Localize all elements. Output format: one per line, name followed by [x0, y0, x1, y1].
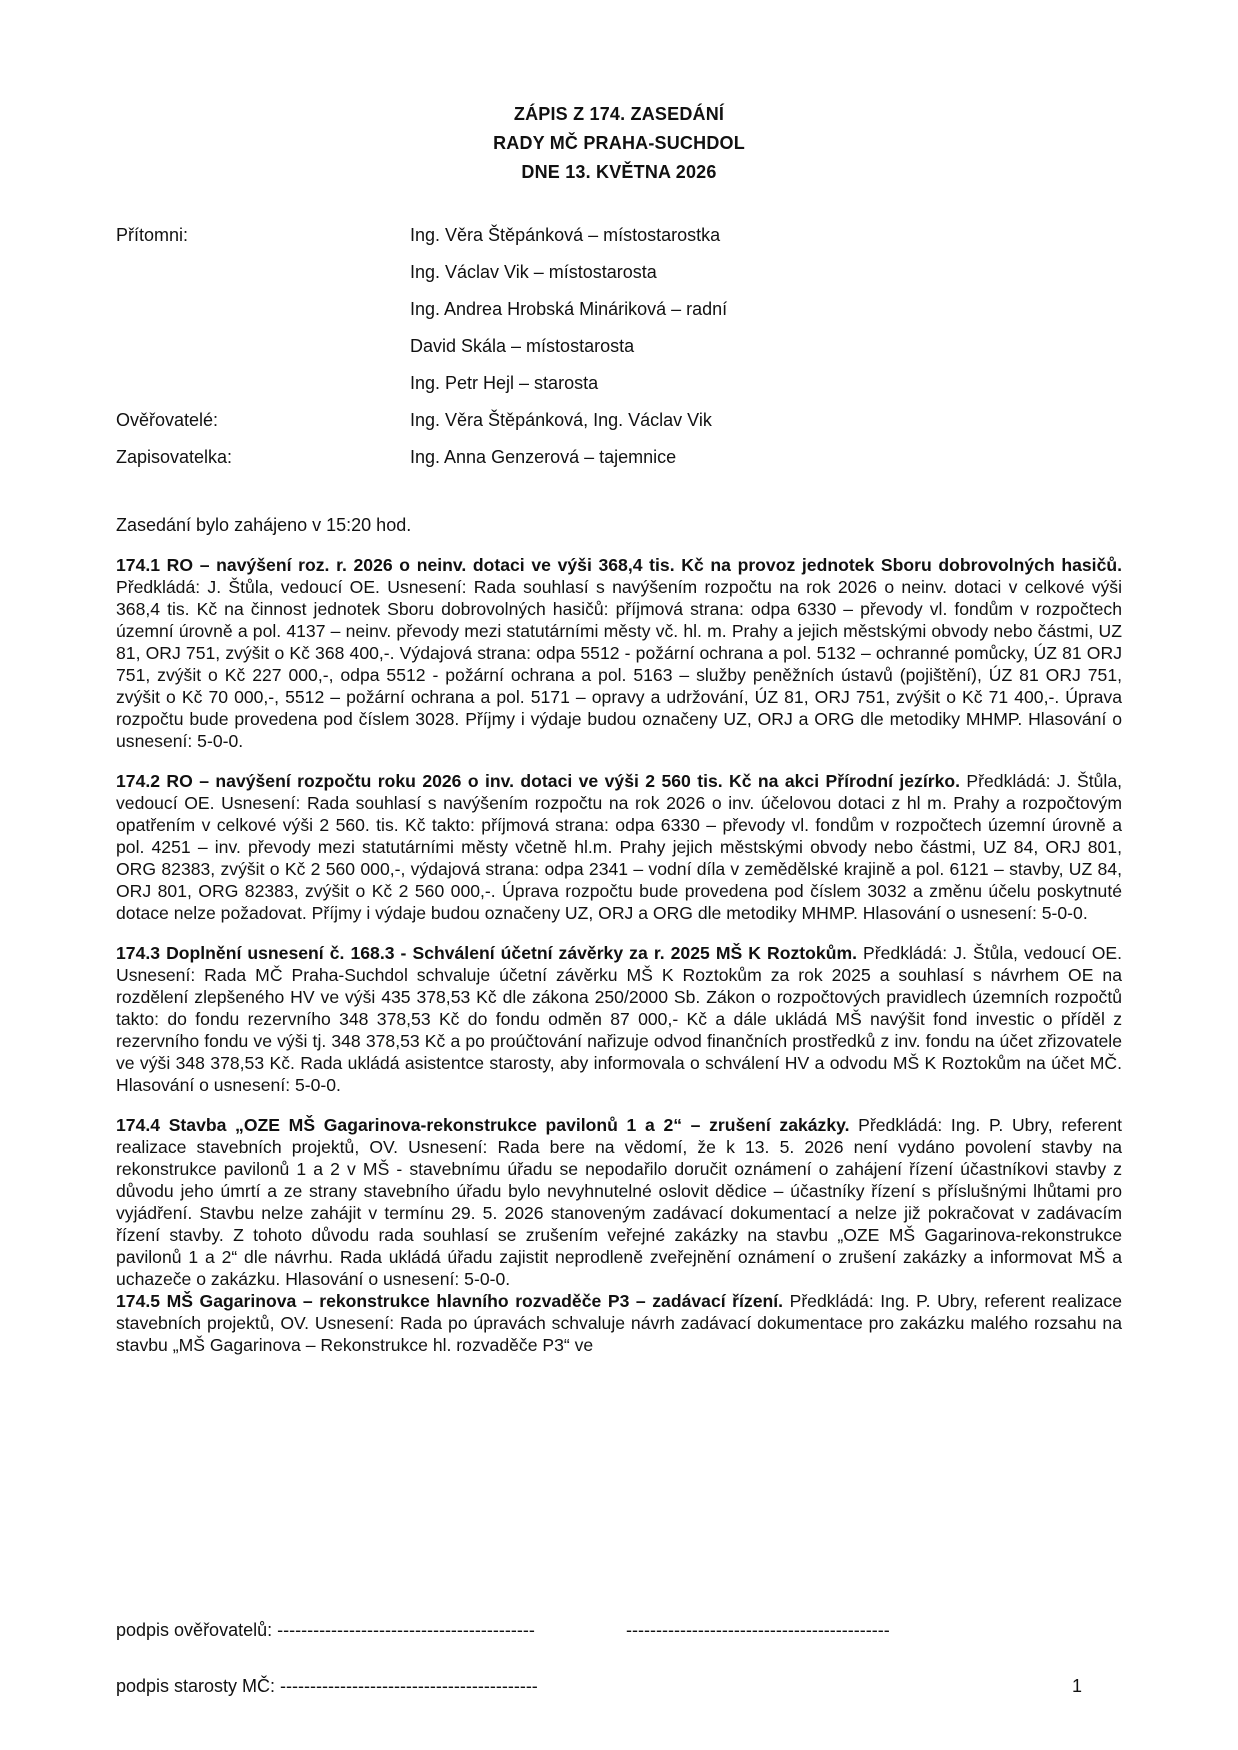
- attendance-value: Ing. Andrea Hrobská Mináriková – radní: [410, 299, 728, 319]
- agenda-item: [116, 770, 1122, 924]
- agenda-item: [116, 554, 1122, 752]
- page-number: 1: [1071, 1676, 1082, 1696]
- agenda-item-heading: 174.1 RO – navýšení roz. r. 2026 o neinv. dotaci ve výši 368,4 tis. Kč na provoz jednotek Sboru dobrovolných hasičů.: [116, 555, 1122, 575]
- agenda-item-heading: 174.5 MŠ Gagarinova – rekonstrukce hlavního rozvaděče P3 – zadávací řízení.: [116, 1291, 784, 1311]
- title-line-2: RADY MČ PRAHA-SUCHDOL: [493, 133, 745, 153]
- mayor-signature-line: [116, 1676, 1122, 1697]
- agenda-item-body: Předkládá: Ing. P. Ubry, referent realizace stavebních projektů, OV. Usnesení: Rada bere na vědomí, že k 13. 5. 2026 není vydáno povolení stavby na rekonstrukce pavilonů 1 a 2 v MŠ - stavebnímu úřadu se nepodařilo doručit oznámení o zahájení řízení účastníkovi stavby z důvodu jeho úmrtí a ze strany stavebního úřadu bylo nevyhnutelné oslovit dědice – účastníky řízení s příslušnými lhůtami pro vyjádření. Stavbu nelze zahájit v termínu 29. 5. 2026 stanoveným zadávací dokumentací a nelze již pokračovat v zadávacím řízení stavby. Z tohoto důvodu rada souhlasí se zrušením veřejné zakázky na stavbu „OZE MŠ Gagarinova-rekonstrukce pavilonů 1 a 2“ dle návrhu. Rada ukládá úřadu zajistit neprodleně zveřejnění oznámení o zrušení zakázky a informovat MŠ a uchazeče o zakázku. Hlasování o usnesení: 5-0-0.: [116, 1115, 1122, 1289]
- agenda-item-heading: 174.4 Stavba „OZE MŠ Gagarinova-rekonstrukce pavilonů 1 a 2“ – zrušení zakázky.: [116, 1115, 850, 1135]
- agenda-item: [116, 1114, 1122, 1290]
- agenda-item-body: Předkládá: J. Štůla, vedoucí OE. Usnesení: Rada souhlasí s navýšením rozpočtu na rok 2026 o inv. účelovou dotaci z hl m. Prahy a rozpočtovým opatřením v celkové výši 2 560. tis. Kč takto: příjmová strana: odpa 6330 – převody vl. fondům v rozpočtech územní úrovně a pol. 4251 – inv. převody mezi statutárními městy včetně hl.m. Prahy jejich městskými obvody nebo částmi, UZ 84, ORJ 801, ORG 82383, zvýšit o Kč 2 560 000,-, výdajová strana: odpa 2341 – vodní díla v zemědělské krajině a pol. 6121 – stavby, UZ 84, ORJ 801, ORG 82383, zvýšit o Kč 2 560 000,-. Úprava rozpočtu bude provedena pod číslem 3032 a změnu účelu poskytnuté dotace nelze požadovat. Příjmy i výdaje budou označeny UZ, ORJ a ORG dle metodiky MHMP. Hlasování o usnesení: 5-0-0.: [116, 771, 1122, 923]
- agenda-item: [116, 942, 1122, 1096]
- attendance-list: [116, 217, 1122, 476]
- attendance-value: David Skála – místostarosta: [410, 336, 635, 356]
- attendance-label: Zapisovatelka:: [116, 447, 233, 467]
- verifiers-signature-line: [116, 1620, 1122, 1641]
- title-line-1: ZÁPIS Z 174. ZASEDÁNÍ: [513, 104, 725, 124]
- attendance-label: Přítomni:: [116, 225, 189, 245]
- attendance-row: [116, 365, 1122, 402]
- attendance-row: [116, 291, 1122, 328]
- agenda-item-body: Předkládá: J. Štůla, vedoucí OE. Usnesení: Rada souhlasí s navýšením rozpočtu na rok 2026 o neinv. dotaci v celkové výši 368,4 tis. Kč na činnost jednotek Sboru dobrovolných hasičů: příjmová strana: odpa 6330 – převody vl. fondům v rozpočtech územní úrovně a pol. 4137 – neinv. převody mezi statutárními městy vč. hl. m. Prahy a jejich městskými obvody nebo částmi, UZ 81, ORJ 751, zvýšit o Kč 368 400,-. Výdajová strana: odpa 5512 - požární ochrana a pol. 5132 – ochranné pomůcky, ÚZ 81 ORJ 751, zvýšit o Kč 227 000,-, odpa 5512 - požární ochrana a pol. 5163 – služby peněžních ústavů (pojištění), ÚZ 81 ORJ 751, zvýšit o Kč 70 000,-, 5512 – požární ochrana a pol. 5171 – opravy a udržování, ÚZ 81, ORJ 751, zvýšit o Kč 71 400,-. Úprava rozpočtu bude provedena pod číslem 3028. Příjmy i výdaje budou označeny UZ, ORJ a ORG dle metodiky MHMP. Hlasování o usnesení: 5-0-0.: [116, 577, 1122, 751]
- attendance-value: Ing. Věra Štěpánková, Ing. Václav Vik: [410, 410, 712, 430]
- attendance-row: [116, 328, 1122, 365]
- attendance-value: Ing. Anna Genzerová – tajemnice: [410, 447, 677, 467]
- mayor-signature-label: podpis starosty MČ: -------------------------------------------: [116, 1676, 538, 1696]
- meeting-opening: Zasedání bylo zahájeno v 15:20 hod.: [116, 515, 412, 535]
- agenda-item-heading: 174.3 Doplnění usnesení č. 168.3 - Schválení účetní závěrky za r. 2025 MŠ K Roztokům.: [116, 943, 857, 963]
- agenda-item-body: Předkládá: J. Štůla, vedoucí OE. Usnesení: Rada MČ Praha-Suchdol schvaluje účetní závěrku MŠ K Roztokům za rok 2025 a souhlasí s návrhem OE na rozdělení zlepšeného HV ve výši 435 378,53 Kč dle zákona 250/2000 Sb. Zákon o rozpočtových pravidlech územních rozpočtů takto: do fondu rezervního 348 378,53 Kč do fondu odměn 87 000,- Kč a dále ukládá MŠ navýšit fond investic o příděl z rezervního fondu ve výši tj. 348 378,53 Kč a po proúčtování nařizuje odvod finančních prostředků z inv. fondu na účet zřizovatele ve výši 348 378,53 Kč. Rada ukládá asistentce starosty, aby informovala o schválení HV a odvodu MŠ K Roztokům na účet MČ. Hlasování o usnesení: 5-0-0.: [116, 943, 1122, 1095]
- attendance-value: Ing. Věra Štěpánková – místostarostka: [410, 225, 721, 245]
- attendance-label: Ověřovatelé:: [116, 410, 219, 430]
- attendance-value: Ing. Petr Hejl – starosta: [410, 373, 599, 393]
- agenda-item: [116, 1290, 1122, 1356]
- attendance-row: [116, 402, 1122, 439]
- attendance-row: [116, 217, 1122, 254]
- minutes-title: [116, 100, 1122, 187]
- document-page: [116, 100, 1122, 1356]
- agenda-item-body: Předkládá: Ing. P. Ubry, referent realizace stavebních projektů, OV. Usnesení: Rada po úpravách schvaluje návrh zadávací dokumentace pro zakázku malého rozsahu na stavbu „MŠ Gagarinova – Rekonstrukce hl. rozvaděče P3“ ve: [116, 1291, 1122, 1355]
- agenda-item-heading: 174.2 RO – navýšení rozpočtu roku 2026 o inv. dotaci ve výši 2 560 tis. Kč na akci Přírodní jezírko.: [116, 771, 960, 791]
- attendance-row: [116, 254, 1122, 291]
- second-verifier-signature: --------------------------------------------: [626, 1620, 890, 1640]
- title-line-3: DNE 13. KVĚTNA 2026: [521, 162, 717, 182]
- attendance-row: [116, 439, 1122, 476]
- verifiers-signature-label: podpis ověřovatelů: -------------------------------------------: [116, 1620, 535, 1640]
- attendance-value: Ing. Václav Vik – místostarosta: [410, 262, 657, 282]
